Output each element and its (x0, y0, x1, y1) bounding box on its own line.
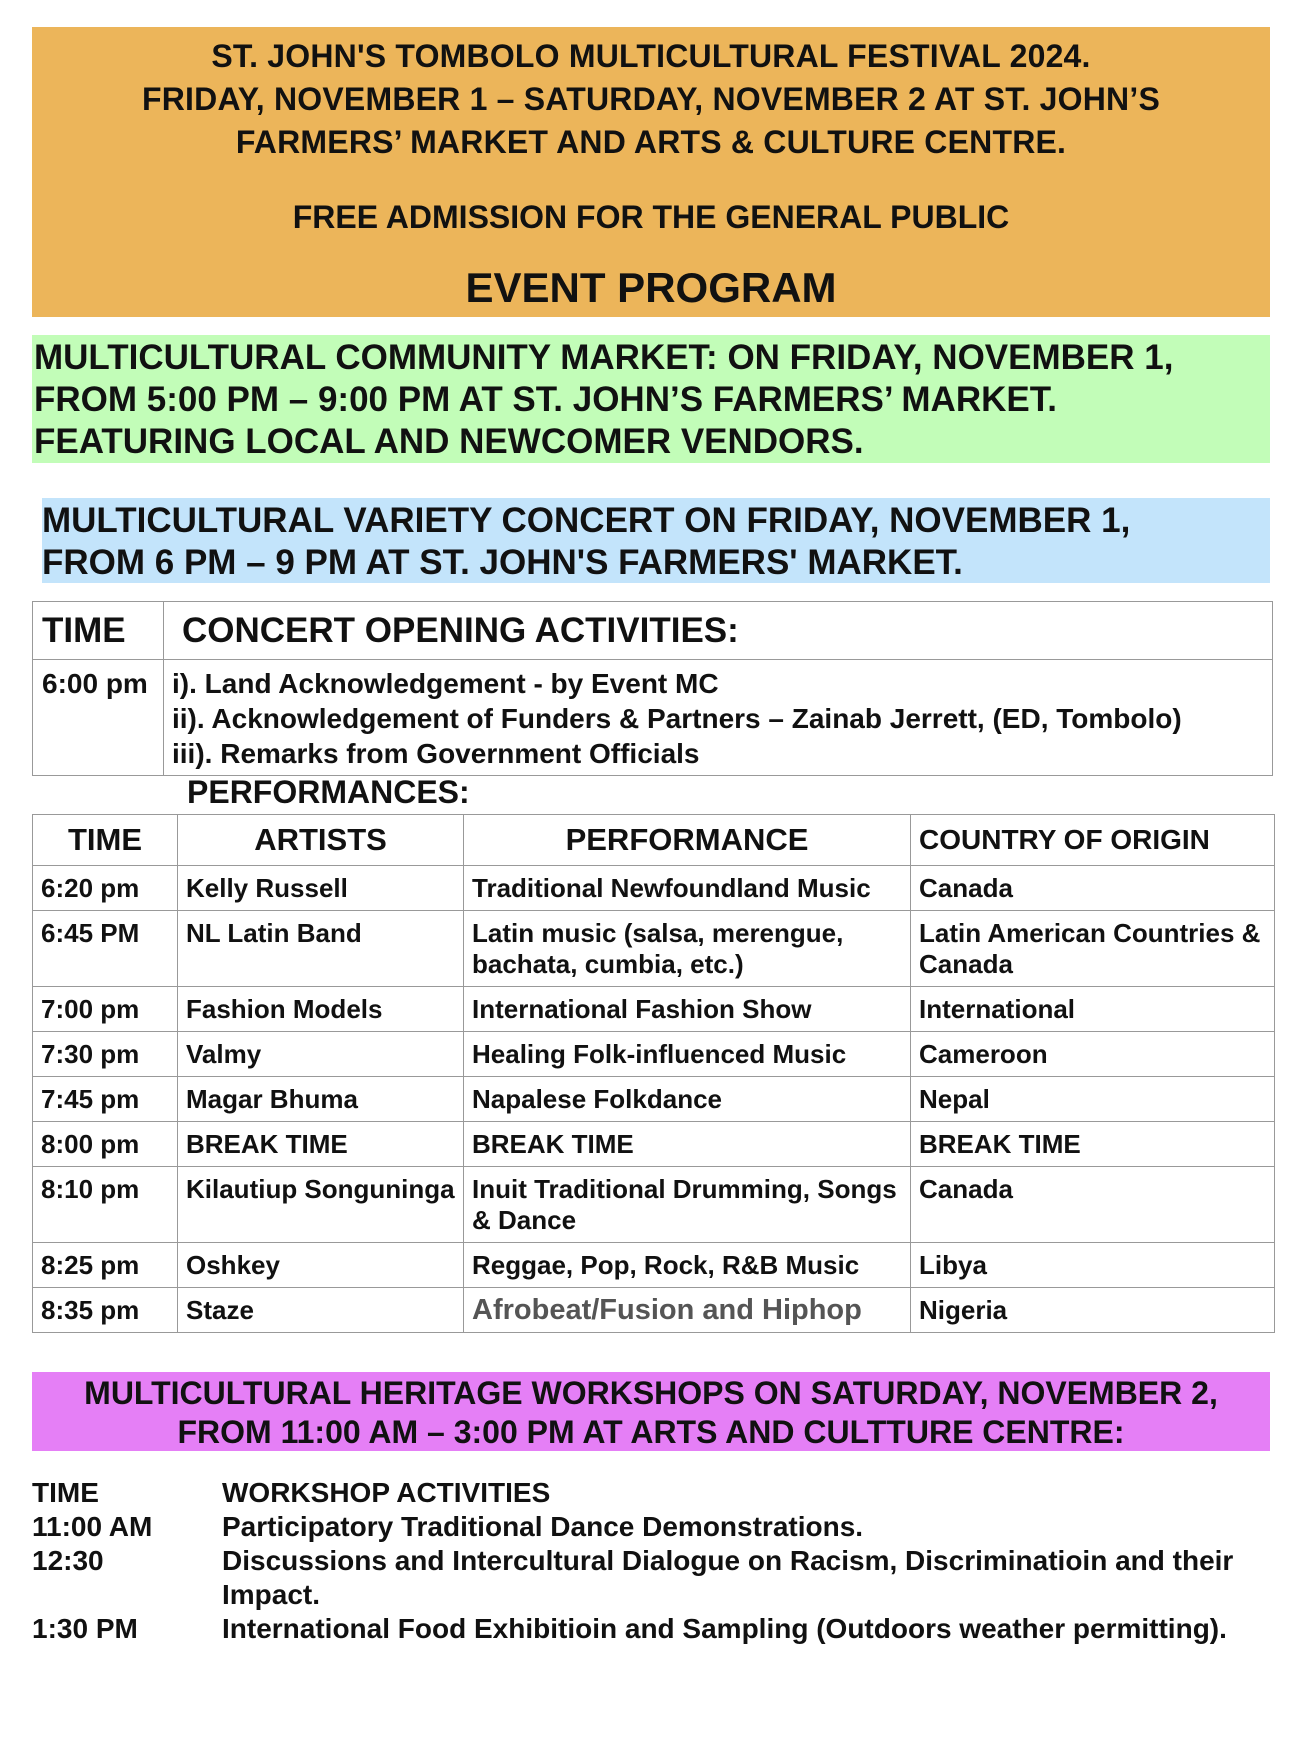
cell-time: 8:35 pm (33, 1288, 178, 1333)
table-row (33, 1288, 1275, 1333)
cell-time: 6:45 PM (33, 911, 178, 987)
cell-country: Cameroon (911, 1032, 1275, 1077)
workshops-title-line: MULTICULTURAL HERITAGE WORKSHOPS ON SATURDAY, NOVEMBER 2, (84, 1375, 1218, 1411)
workshop-time: 12:30 (32, 1545, 104, 1576)
table-row (33, 987, 1275, 1032)
cell-artist: Magar Bhuma (178, 1077, 464, 1122)
cell-time: 6:20 pm (33, 866, 178, 911)
concert-line: FROM 6 PM – 9 PM AT ST. JOHN'S FARMERS' MARKET. (42, 543, 963, 582)
festival-dates: FRIDAY, NOVEMBER 1 – SATURDAY, NOVEMBER 2 AT ST. JOHN’S (141, 81, 1160, 117)
workshop-time-header: TIME (32, 1477, 99, 1508)
cell-time: 7:00 pm (33, 987, 178, 1032)
cell-country: Latin American Countries & Canada (911, 911, 1275, 987)
event-program-title: EVENT PROGRAM (465, 264, 837, 311)
workshop-activity: Participatory Traditional Dance Demonstrations. (222, 1511, 864, 1542)
market-line: MULTICULTURAL COMMUNITY MARKET: ON FRIDAY, NOVEMBER 1, (34, 338, 1174, 377)
cell-performance: International Fashion Show (464, 987, 911, 1032)
cell-time: 7:45 pm (33, 1077, 178, 1122)
workshop-activities-header: WORKSHOP ACTIVITIES (222, 1477, 551, 1508)
opening-time: 6:00 pm (33, 660, 164, 776)
opening-activities-table (32, 601, 1273, 776)
variety-concert-section (42, 498, 1270, 583)
cell-artist: Fashion Models (178, 987, 464, 1032)
cell-performance: Afrobeat/Fusion and Hiphop (464, 1288, 911, 1333)
community-market-section (32, 335, 1270, 463)
table-row (33, 1032, 1275, 1077)
cell-country: Nepal (911, 1077, 1275, 1122)
table-row (33, 866, 1275, 911)
workshop-header-row (32, 1476, 1272, 1510)
column-header-artists: ARTISTS (178, 815, 464, 866)
workshop-time: 1:30 PM (32, 1613, 138, 1644)
workshop-time: 11:00 AM (32, 1511, 153, 1542)
cell-country: BREAK TIME (911, 1122, 1275, 1167)
cell-time: 7:30 pm (33, 1032, 178, 1077)
opening-items (164, 660, 1273, 776)
workshop-schedule (32, 1476, 1272, 1646)
table-row (33, 1243, 1275, 1288)
cell-artist: Valmy (178, 1032, 464, 1077)
opening-time-header: TIME (33, 602, 164, 660)
cell-performance: BREAK TIME (464, 1122, 911, 1167)
opening-activities-header: CONCERT OPENING ACTIVITIES: (164, 602, 1273, 660)
cell-artist: NL Latin Band (178, 911, 464, 987)
cell-performance: Reggae, Pop, Rock, R&B Music (464, 1243, 911, 1288)
workshop-activity: International Food Exhibitioin and Sampling (Outdoors weather permitting). (222, 1613, 1227, 1644)
list-item (32, 1612, 1272, 1646)
cell-country: Libya (911, 1243, 1275, 1288)
opening-item: iii). Remarks from Government Officials (172, 738, 700, 769)
table-row (33, 1122, 1275, 1167)
cell-country: International (911, 987, 1275, 1032)
festival-title: ST. JOHN'S TOMBOLO MULTICULTURAL FESTIVAL 2024. (211, 38, 1091, 74)
workshop-activity: Discussions and Intercultural Dialogue on Racism, Discriminatioin and their Impact. (222, 1545, 1234, 1610)
cell-performance: Inuit Traditional Drumming, Songs & Dance (464, 1167, 911, 1243)
cell-performance: Healing Folk-influenced Music (464, 1032, 911, 1077)
market-line: FEATURING LOCAL AND NEWCOMER VENDORS. (34, 422, 864, 461)
column-header-performance: PERFORMANCE (464, 815, 911, 866)
cell-country: Canada (911, 1167, 1275, 1243)
cell-performance: Latin music (salsa, merengue, bachata, cumbia, etc.) (464, 911, 911, 987)
opening-header-row (33, 602, 1273, 660)
table-row (33, 911, 1275, 987)
cell-time: 8:00 pm (33, 1122, 178, 1167)
cell-country: Canada (911, 866, 1275, 911)
cell-artist: BREAK TIME (178, 1122, 464, 1167)
festival-header (32, 27, 1270, 317)
opening-item: i). Land Acknowledgement - by Event MC (172, 668, 719, 699)
market-line: FROM 5:00 PM – 9:00 PM AT ST. JOHN’S FARMERS’ MARKET. (34, 380, 1057, 419)
cell-time: 8:25 pm (33, 1243, 178, 1288)
performances-heading: PERFORMANCES: (187, 774, 470, 810)
table-row (33, 1077, 1275, 1122)
performances-header-row (33, 815, 1275, 866)
cell-artist: Kilautiup Songuninga (178, 1167, 464, 1243)
concert-line: MULTICULTURAL VARIETY CONCERT ON FRIDAY, NOVEMBER 1, (42, 501, 1131, 540)
performances-table (32, 814, 1275, 1333)
workshops-title-line: FROM 11:00 AM – 3:00 PM AT ARTS AND CULTTURE CENTRE: (177, 1414, 1125, 1450)
table-row (33, 1167, 1275, 1243)
admission-note: FREE ADMISSION FOR THE GENERAL PUBLIC (292, 199, 1010, 235)
opening-item: ii). Acknowledgement of Funders & Partners – Zainab Jerrett, (ED, Tombolo) (172, 703, 1182, 734)
opening-row (33, 660, 1273, 776)
cell-country: Nigeria (911, 1288, 1275, 1333)
list-item (32, 1510, 1272, 1544)
list-item (32, 1544, 1272, 1612)
cell-artist: Staze (178, 1288, 464, 1333)
cell-performance: Traditional Newfoundland Music (464, 866, 911, 911)
column-header-time: TIME (33, 815, 178, 866)
cell-artist: Oshkey (178, 1243, 464, 1288)
column-header-country: COUNTRY OF ORIGIN (911, 815, 1275, 866)
cell-time: 8:10 pm (33, 1167, 178, 1243)
heritage-workshops-section (32, 1372, 1270, 1451)
cell-performance: Napalese Folkdance (464, 1077, 911, 1122)
festival-venue: FARMERS’ MARKET AND ARTS & CULTURE CENTRE. (235, 124, 1067, 160)
cell-artist: Kelly Russell (178, 866, 464, 911)
